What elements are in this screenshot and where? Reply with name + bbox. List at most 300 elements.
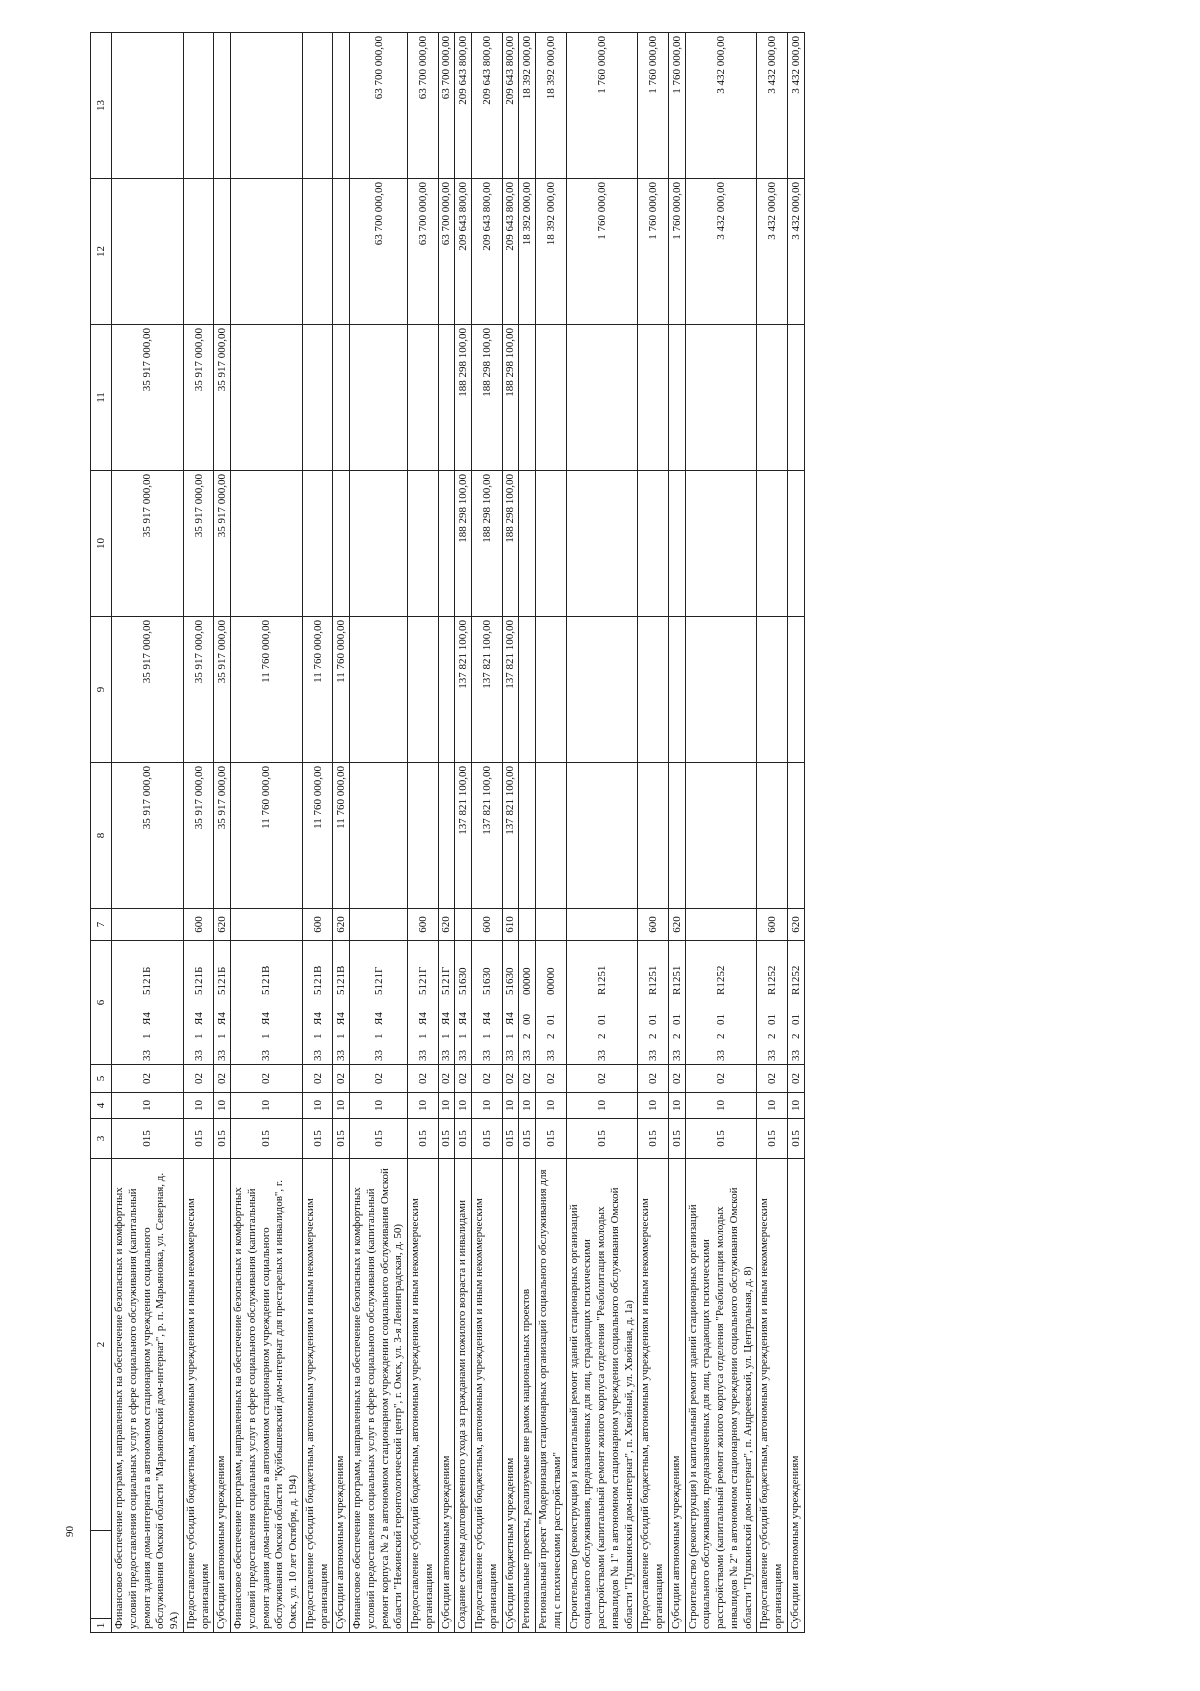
row-name-cell: Строительство (реконструкция) и капитальный ремонт зданий стационарных организаций социального обслуживания, предназначенных для лиц, страдающих психическими расстройствами (капитальный ремонт жилого корпуса отделения "Реабилитация молодых инвалидов № 2" в автономном стационарном учреждении социального обслуживания Омской области "Пушкинский дом-интернат", п. Андреевский, ул. Центральная, д. 8) <box>685 1159 757 1633</box>
target-article-code-part: 01 <box>595 1014 608 1025</box>
row-name-cell: Субсидии автономным учреждениям <box>787 1159 804 1633</box>
amount-cell-11: 35 917 000,00 <box>112 325 184 471</box>
target-article-code-cell <box>350 941 408 1065</box>
section-code-cell: 10 <box>408 1093 439 1119</box>
target-article-code-cell <box>638 941 669 1065</box>
target-article-code-part: 33 <box>372 1050 385 1061</box>
subsection-code-cell: 02 <box>519 1065 536 1093</box>
target-article-code-part: Я4 <box>260 1012 273 1025</box>
target-article-code-cell <box>112 941 184 1065</box>
amount-cell-11 <box>231 325 303 471</box>
amount-cell-9 <box>787 617 804 763</box>
target-article-code-cell <box>231 941 303 1065</box>
column-header: 9 <box>91 617 112 763</box>
target-article-code-part: 33 <box>789 1050 802 1061</box>
table-row <box>757 33 788 1633</box>
amount-cell-8 <box>757 763 788 909</box>
amount-cell-11: 35 917 000,00 <box>183 325 214 471</box>
expense-type-cell <box>566 909 638 941</box>
admin-code-cell: 015 <box>183 1119 214 1159</box>
target-article-code-part: 33 <box>544 1050 557 1061</box>
table-row <box>231 33 303 1633</box>
column-header: 3 <box>91 1119 112 1159</box>
amount-cell-12: 3 432 000,00 <box>757 179 788 325</box>
admin-code-cell: 015 <box>302 1119 333 1159</box>
admin-code-cell: 015 <box>787 1119 804 1159</box>
target-article-code-part: Я4 <box>457 1012 470 1025</box>
amount-cell-12 <box>333 179 350 325</box>
amount-cell-12: 209 643 800,00 <box>472 179 503 325</box>
column-header: 1 <box>91 1619 112 1633</box>
target-article-code-part: 5121Б <box>216 966 229 995</box>
admin-code-cell: 015 <box>472 1119 503 1159</box>
expense-type-cell: 600 <box>638 909 669 941</box>
amount-cell-13: 209 643 800,00 <box>455 33 472 179</box>
table-row <box>536 33 567 1633</box>
section-code-cell: 10 <box>566 1093 638 1119</box>
target-article-code-cell <box>455 941 472 1065</box>
amount-cell-13 <box>333 33 350 179</box>
table-row <box>183 33 214 1633</box>
amount-cell-11: 35 917 000,00 <box>214 325 231 471</box>
amount-cell-13: 63 700 000,00 <box>350 33 408 179</box>
target-article-code-part: 00 <box>521 1014 534 1025</box>
amount-cell-11 <box>685 325 757 471</box>
target-article-code-part: 33 <box>670 1050 683 1061</box>
section-code-cell: 10 <box>455 1093 472 1119</box>
target-article-code-cell <box>685 941 757 1065</box>
amount-cell-9 <box>438 617 455 763</box>
expense-type-cell: 600 <box>757 909 788 941</box>
admin-code-cell: 015 <box>519 1119 536 1159</box>
amount-cell-10 <box>757 471 788 617</box>
amount-cell-13: 18 392 000,00 <box>536 33 567 179</box>
amount-cell-12 <box>112 179 184 325</box>
table-row <box>685 33 757 1633</box>
target-article-code-part: 51630 <box>480 967 493 995</box>
admin-code-cell: 015 <box>112 1119 184 1159</box>
row-name-cell: Предоставление субсидий бюджетным, автономным учреждениям и иным некоммерческим организациям <box>183 1159 214 1633</box>
row-name-cell: Финансовое обеспечение программ, направленных на обеспечение безопасных и комфортных условий предоставления социальных услуг в сфере социального обслуживания (капитальный ремонт здания дома-интерната в автономном стационарном учреждении социального обслуживания Омской области "Марьяновский дом-интернат", р. п. Марьяновка, ул. Северная, д. 9А) <box>112 1159 184 1633</box>
amount-cell-13 <box>183 33 214 179</box>
target-article-code-cell <box>566 941 638 1065</box>
target-article-code-part: 33 <box>141 1050 154 1061</box>
amount-cell-13: 1 760 000,00 <box>668 33 685 179</box>
amount-cell-10 <box>668 471 685 617</box>
target-article-code-part: 33 <box>311 1050 324 1061</box>
amount-cell-8 <box>350 763 408 909</box>
table-row <box>519 33 536 1633</box>
amount-cell-13: 18 392 000,00 <box>519 33 536 179</box>
column-header: 4 <box>91 1093 112 1119</box>
row-name-cell: Субсидии автономным учреждениям <box>333 1159 350 1633</box>
amount-cell-13: 3 432 000,00 <box>757 33 788 179</box>
expense-type-cell <box>519 909 536 941</box>
amount-cell-8: 137 821 100,00 <box>455 763 472 909</box>
target-article-code-part: 01 <box>789 1014 802 1025</box>
amount-cell-11 <box>566 325 638 471</box>
admin-code-cell: 015 <box>685 1119 757 1159</box>
expense-type-cell: 600 <box>408 909 439 941</box>
amount-cell-8 <box>566 763 638 909</box>
target-article-code-part: Я4 <box>504 1012 517 1025</box>
subsection-code-cell: 02 <box>787 1065 804 1093</box>
target-article-code-part: 1 <box>504 1033 517 1039</box>
target-article-code-cell <box>408 941 439 1065</box>
table-row <box>566 33 638 1633</box>
section-code-cell: 10 <box>519 1093 536 1119</box>
target-article-code-part: R1251 <box>647 965 659 995</box>
expense-type-cell <box>350 909 408 941</box>
amount-cell-12: 3 432 000,00 <box>787 179 804 325</box>
amount-cell-13: 3 432 000,00 <box>685 33 757 179</box>
amount-cell-8: 137 821 100,00 <box>472 763 503 909</box>
amount-cell-12: 209 643 800,00 <box>502 179 519 325</box>
amount-cell-12 <box>302 179 333 325</box>
row-name-cell: Предоставление субсидий бюджетным, автономным учреждениям и иным некоммерческим организациям <box>638 1159 669 1633</box>
amount-cell-13: 1 760 000,00 <box>638 33 669 179</box>
amount-cell-11 <box>333 325 350 471</box>
target-article-code-cell <box>183 941 214 1065</box>
section-code-cell: 10 <box>231 1093 303 1119</box>
target-article-code-cell <box>519 941 536 1065</box>
column-header: 10 <box>91 471 112 617</box>
table-row <box>112 33 184 1633</box>
table-row <box>668 33 685 1633</box>
amount-cell-11 <box>757 325 788 471</box>
amount-cell-11: 188 298 100,00 <box>472 325 503 471</box>
expense-type-cell <box>112 909 184 941</box>
section-code-cell: 10 <box>472 1093 503 1119</box>
amount-cell-9: 137 821 100,00 <box>455 617 472 763</box>
amount-cell-12: 18 392 000,00 <box>519 179 536 325</box>
target-article-code-part: 5121Г <box>416 966 429 995</box>
amount-cell-11 <box>638 325 669 471</box>
expense-type-cell <box>685 909 757 941</box>
target-article-code-part: Я4 <box>141 1012 154 1025</box>
amount-cell-8 <box>519 763 536 909</box>
amount-cell-8: 11 760 000,00 <box>302 763 333 909</box>
amount-cell-11 <box>536 325 567 471</box>
section-code-cell: 10 <box>350 1093 408 1119</box>
row-name-cell: Предоставление субсидий бюджетным, автономным учреждениям и иным некоммерческим организациям <box>302 1159 333 1633</box>
target-article-code-part: Я4 <box>192 1012 205 1025</box>
target-article-code-part: R1252 <box>766 965 778 995</box>
column-header <box>91 1531 112 1619</box>
page-number: 90 <box>64 1526 76 1537</box>
admin-code-cell: 015 <box>536 1119 567 1159</box>
admin-code-cell: 015 <box>333 1119 350 1159</box>
amount-cell-10 <box>787 471 804 617</box>
target-article-code-part: 33 <box>216 1050 229 1061</box>
table-row <box>455 33 472 1633</box>
row-name-cell: Финансовое обеспечение программ, направленных на обеспечение безопасных и комфортных условий предоставления социальных услуг в сфере социального обслуживания (капитальный ремонт здания дома-интерната в автономном стационарном учреждении социального обслуживания Омской области "Куйбышевский дом-интернат для престарелых и инвалидов", г. Омск, ул. 10 лет Октября, д. 194) <box>231 1159 303 1633</box>
target-article-code-cell <box>333 941 350 1065</box>
table-row <box>333 33 350 1633</box>
section-code-cell: 10 <box>302 1093 333 1119</box>
target-article-code-part: 00000 <box>521 967 534 995</box>
amount-cell-10: 188 298 100,00 <box>455 471 472 617</box>
admin-code-cell: 015 <box>668 1119 685 1159</box>
table-row <box>302 33 333 1633</box>
column-header: 6 <box>91 941 112 1065</box>
table-row <box>408 33 439 1633</box>
subsection-code-cell: 02 <box>438 1065 455 1093</box>
target-article-code-part: 33 <box>457 1050 470 1061</box>
section-code-cell: 10 <box>214 1093 231 1119</box>
row-name-cell: Предоставление субсидий бюджетным, автономным учреждениям и иным некоммерческим организациям <box>757 1159 788 1633</box>
amount-cell-9 <box>566 617 638 763</box>
target-article-code-part: 1 <box>440 1033 453 1039</box>
target-article-code-part: Я4 <box>216 1012 229 1025</box>
target-article-code-part: 33 <box>504 1050 517 1061</box>
amount-cell-8 <box>668 763 685 909</box>
amount-cell-12: 1 760 000,00 <box>668 179 685 325</box>
target-article-code-part: Я4 <box>416 1012 429 1025</box>
amount-cell-9 <box>685 617 757 763</box>
target-article-code-part: 33 <box>260 1050 273 1061</box>
expense-type-cell: 610 <box>502 909 519 941</box>
subsection-code-cell: 02 <box>566 1065 638 1093</box>
amount-cell-8: 35 917 000,00 <box>112 763 184 909</box>
amount-cell-10: 35 917 000,00 <box>112 471 184 617</box>
target-article-code-cell <box>214 941 231 1065</box>
target-article-code-part: 1 <box>141 1033 154 1039</box>
subsection-code-cell: 02 <box>231 1065 303 1093</box>
admin-code-cell: 015 <box>408 1119 439 1159</box>
section-code-cell: 10 <box>333 1093 350 1119</box>
admin-code-cell: 015 <box>455 1119 472 1159</box>
column-header: 11 <box>91 325 112 471</box>
amount-cell-11 <box>668 325 685 471</box>
target-article-code-part: 5121В <box>311 965 324 995</box>
target-article-code-cell <box>668 941 685 1065</box>
amount-cell-12: 63 700 000,00 <box>438 179 455 325</box>
amount-cell-10 <box>350 471 408 617</box>
target-article-code-part: 5121В <box>335 965 348 995</box>
target-article-code-part: 33 <box>595 1050 608 1061</box>
subsection-code-cell: 02 <box>472 1065 503 1093</box>
section-code-cell: 10 <box>668 1093 685 1119</box>
target-article-code-part: 2 <box>766 1033 778 1039</box>
amount-cell-12: 63 700 000,00 <box>350 179 408 325</box>
amount-cell-9: 35 917 000,00 <box>183 617 214 763</box>
amount-cell-13: 3 432 000,00 <box>787 33 804 179</box>
target-article-code-part: 1 <box>372 1033 385 1039</box>
budget-table <box>90 32 805 1633</box>
amount-cell-13 <box>112 33 184 179</box>
table-row <box>438 33 455 1633</box>
target-article-code-part: 1 <box>480 1033 493 1039</box>
row-name-cell: Региональный проект "Модернизация стационарных организаций социального обслуживания для лиц с психическими расстройствами" <box>536 1159 567 1633</box>
subsection-code-cell: 02 <box>502 1065 519 1093</box>
amount-cell-12: 63 700 000,00 <box>408 179 439 325</box>
admin-code-cell: 015 <box>350 1119 408 1159</box>
target-article-code-part: Я4 <box>311 1012 324 1025</box>
target-article-code-cell <box>302 941 333 1065</box>
target-article-code-part: 2 <box>595 1033 608 1039</box>
row-name-cell: Строительство (реконструкция) и капитальный ремонт зданий стационарных организаций социального обслуживания, предназначенных для лиц, страдающих психическими расстройствами (капитальный ремонт жилого корпуса отделения "Реабилитация молодых инвалидов № 1" в автономном стационарном учреждении социального обслуживания Омской области "Пушкинский дом-интернат", п. Хвойный, ул. Хвойная, д. 1а) <box>566 1159 638 1633</box>
target-article-code-part: 1 <box>335 1033 348 1039</box>
amount-cell-12 <box>231 179 303 325</box>
target-article-code-cell <box>438 941 455 1065</box>
target-article-code-part: 33 <box>192 1050 205 1061</box>
amount-cell-12 <box>214 179 231 325</box>
amount-cell-11 <box>519 325 536 471</box>
amount-cell-13: 1 760 000,00 <box>566 33 638 179</box>
amount-cell-8 <box>536 763 567 909</box>
target-article-code-part: R1251 <box>595 965 608 995</box>
target-article-code-part: 2 <box>544 1033 557 1039</box>
amount-cell-13 <box>231 33 303 179</box>
amount-cell-10: 35 917 000,00 <box>214 471 231 617</box>
expense-type-cell: 620 <box>787 909 804 941</box>
amount-cell-9: 35 917 000,00 <box>214 617 231 763</box>
target-article-code-part: 01 <box>714 1014 727 1025</box>
amount-cell-13: 63 700 000,00 <box>408 33 439 179</box>
section-code-cell: 10 <box>502 1093 519 1119</box>
row-name-cell: Субсидии автономным учреждениям <box>668 1159 685 1633</box>
section-code-cell: 10 <box>438 1093 455 1119</box>
amount-cell-10 <box>519 471 536 617</box>
amount-cell-9: 137 821 100,00 <box>472 617 503 763</box>
admin-code-cell: 015 <box>566 1119 638 1159</box>
target-article-code-cell <box>787 941 804 1065</box>
target-article-code-part: Я4 <box>480 1012 493 1025</box>
column-header: 2 <box>91 1159 112 1531</box>
amount-cell-9 <box>536 617 567 763</box>
amount-cell-8 <box>685 763 757 909</box>
admin-code-cell: 015 <box>502 1119 519 1159</box>
header-row <box>91 33 112 1633</box>
document-sheet <box>64 33 1100 1633</box>
expense-type-cell: 620 <box>214 909 231 941</box>
expense-type-cell <box>536 909 567 941</box>
target-article-code-part: 2 <box>647 1033 659 1039</box>
subsection-code-cell: 02 <box>183 1065 214 1093</box>
section-code-cell: 10 <box>112 1093 184 1119</box>
amount-cell-12: 1 760 000,00 <box>638 179 669 325</box>
subsection-code-cell: 02 <box>685 1065 757 1093</box>
subsection-code-cell: 02 <box>333 1065 350 1093</box>
target-article-code-part: 51630 <box>504 967 517 995</box>
column-header: 7 <box>91 909 112 941</box>
target-article-code-cell <box>757 941 788 1065</box>
amount-cell-10 <box>408 471 439 617</box>
amount-cell-12: 209 643 800,00 <box>455 179 472 325</box>
amount-cell-13 <box>214 33 231 179</box>
amount-cell-13: 209 643 800,00 <box>502 33 519 179</box>
amount-cell-10 <box>685 471 757 617</box>
amount-cell-9: 11 760 000,00 <box>302 617 333 763</box>
target-article-code-part: 51630 <box>457 967 470 995</box>
target-article-code-part: 5121В <box>260 965 273 995</box>
table-row <box>350 33 408 1633</box>
amount-cell-9: 137 821 100,00 <box>502 617 519 763</box>
expense-type-cell <box>231 909 303 941</box>
row-name-cell: Субсидии автономным учреждениям <box>438 1159 455 1633</box>
target-article-code-cell <box>502 941 519 1065</box>
table-row <box>638 33 669 1633</box>
subsection-code-cell: 02 <box>455 1065 472 1093</box>
target-article-code-part: 33 <box>647 1050 659 1061</box>
admin-code-cell: 015 <box>638 1119 669 1159</box>
target-article-code-part: 33 <box>521 1050 534 1061</box>
amount-cell-12 <box>183 179 214 325</box>
subsection-code-cell: 02 <box>668 1065 685 1093</box>
column-header: 5 <box>91 1065 112 1093</box>
target-article-code-part: 2 <box>714 1033 727 1039</box>
target-article-code-part: 2 <box>789 1033 802 1039</box>
target-article-code-part: R1252 <box>789 965 802 995</box>
target-article-code-part: 01 <box>766 1014 778 1025</box>
amount-cell-8 <box>638 763 669 909</box>
subsection-code-cell: 02 <box>302 1065 333 1093</box>
subsection-code-cell: 02 <box>350 1065 408 1093</box>
amount-cell-11: 188 298 100,00 <box>455 325 472 471</box>
target-article-code-part: 1 <box>216 1033 229 1039</box>
amount-cell-10 <box>566 471 638 617</box>
amount-cell-11 <box>438 325 455 471</box>
target-article-code-part: 33 <box>335 1050 348 1061</box>
amount-cell-10: 188 298 100,00 <box>472 471 503 617</box>
row-name-cell: Создание системы долговременного ухода за гражданами пожилого возраста и инвалидами <box>455 1159 472 1633</box>
target-article-code-part: 1 <box>192 1033 205 1039</box>
amount-cell-13: 63 700 000,00 <box>438 33 455 179</box>
amount-cell-8 <box>408 763 439 909</box>
amount-cell-8 <box>438 763 455 909</box>
row-name-cell: Региональные проекты, реализуемые вне рамок национальных проектов <box>519 1159 536 1633</box>
admin-code-cell: 015 <box>214 1119 231 1159</box>
target-article-code-part: 1 <box>311 1033 324 1039</box>
row-name-cell: Предоставление субсидий бюджетным, автономным учреждениям и иным некоммерческим организациям <box>472 1159 503 1633</box>
admin-code-cell: 015 <box>231 1119 303 1159</box>
target-article-code-part: 33 <box>480 1050 493 1061</box>
column-header: 13 <box>91 33 112 179</box>
target-article-code-cell <box>536 941 567 1065</box>
expense-type-cell: 600 <box>302 909 333 941</box>
target-article-code-part: Я4 <box>335 1012 348 1025</box>
amount-cell-13: 209 643 800,00 <box>472 33 503 179</box>
amount-cell-8: 11 760 000,00 <box>231 763 303 909</box>
row-name-cell: Предоставление субсидий бюджетным, автономным учреждениям и иным некоммерческим организациям <box>408 1159 439 1633</box>
target-article-code-part: 01 <box>544 1014 557 1025</box>
admin-code-cell: 015 <box>438 1119 455 1159</box>
section-code-cell: 10 <box>536 1093 567 1119</box>
target-article-code-part: 33 <box>714 1050 727 1061</box>
target-article-code-part: Я4 <box>372 1012 385 1025</box>
column-header: 8 <box>91 763 112 909</box>
target-article-code-part: 1 <box>416 1033 429 1039</box>
amount-cell-9 <box>408 617 439 763</box>
row-name-cell: Субсидии автономным учреждениям <box>214 1159 231 1633</box>
amount-cell-8: 35 917 000,00 <box>183 763 214 909</box>
amount-cell-9: 11 760 000,00 <box>333 617 350 763</box>
amount-cell-10 <box>302 471 333 617</box>
target-article-code-part: 2 <box>521 1033 534 1039</box>
amount-cell-9 <box>757 617 788 763</box>
target-article-code-part: 00000 <box>544 967 557 995</box>
section-code-cell: 10 <box>638 1093 669 1119</box>
table-row <box>472 33 503 1633</box>
expense-type-cell: 620 <box>438 909 455 941</box>
amount-cell-12: 1 760 000,00 <box>566 179 638 325</box>
target-article-code-part: R1251 <box>670 965 683 995</box>
target-article-code-part: 5121Б <box>141 966 154 995</box>
amount-cell-11 <box>787 325 804 471</box>
amount-cell-10 <box>333 471 350 617</box>
expense-type-cell: 620 <box>668 909 685 941</box>
